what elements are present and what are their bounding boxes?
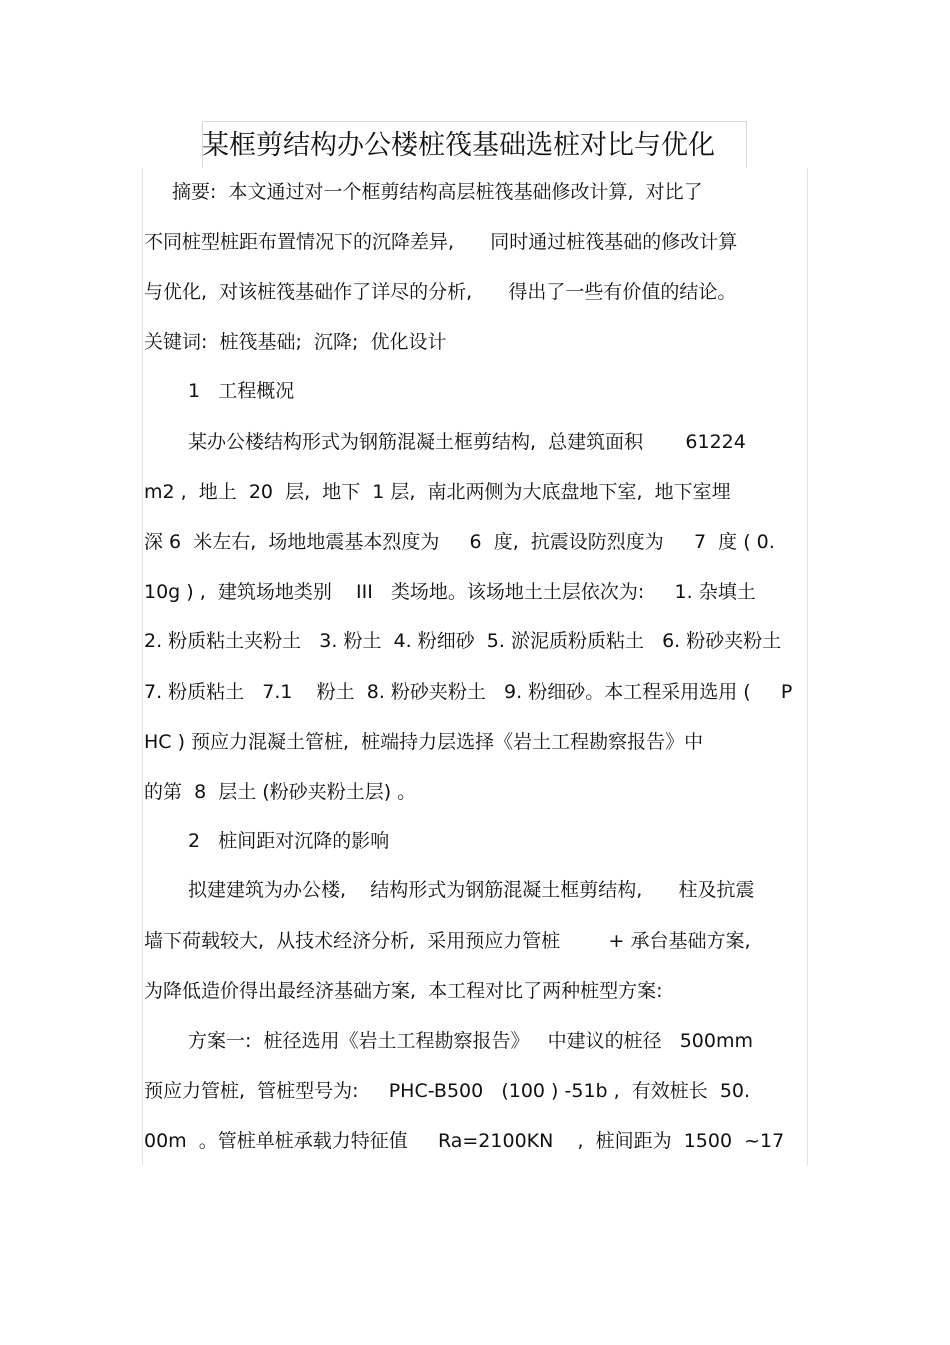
section-heading-2: 2 桩间距对沉降的影响 [188,830,390,852]
abstract-line-3: 与优化, 对该桩筏基础作了详尽的分析, 得出了一些有价值的结论。 [144,281,737,303]
paragraph-line: 7. 粉质粘土 7.1 粉土 8. 粉砂夹粉土 9. 粉细砂。本工程采用选用 ( P [144,681,793,703]
paragraph-line: 深 6 米左右, 场地地震基本烈度为 6 度, 抗震设防烈度为 7 度 ( 0. [144,531,775,553]
paragraph-line: 预应力管桩, 管桩型号为: PHC-B500 (100 ) -51b , 有效桩长 50. [144,1080,751,1102]
paragraph-line: 00m 。管桩单桩承载力特征值 Ra=2100KN , 桩间距为 1500 ~17 [144,1130,785,1152]
paragraph-line: 方案一: 桩径选用《岩土工程勘察报告》 中建议的桩径 500mm [188,1030,754,1052]
paragraph-line: m2 , 地上 20 层, 地下 1 层, 南北两侧为大底盘地下室, 地下室埋 [144,481,731,503]
paragraph-line: 墙下荷载较大, 从技术经济分析, 采用预应力管桩 + 承台基础方案, [144,930,751,952]
paragraph-line: 的第 8 层土 (粉砂夹粉土层) 。 [144,781,417,803]
section-heading-1: 1 工程概况 [188,380,295,402]
abstract-line-1: 摘要: 本文通过对一个框剪结构高层桩筏基础修改计算, 对比了 [172,181,703,203]
document-title: 某框剪结构办公楼桩筏基础选桩对比与优化 [202,130,715,161]
paragraph-line: 2. 粉质粘土夹粉土 3. 粉土 4. 粉细砂 5. 淤泥质粉质粘土 6. 粉砂夹粉土 [144,630,782,652]
paragraph-line: 拟建建筑为办公楼, 结构形式为钢筋混凝土框剪结构, 柱及抗震 [188,879,755,901]
body-frame [142,168,808,1165]
paragraph-line: 为降低造价得出最经济基础方案, 本工程对比了两种桩型方案: [144,980,663,1002]
paragraph-line: HC ) 预应力混凝土管桩, 桩端持力层选择《岩土工程勘察报告》中 [144,731,704,753]
abstract-line-2: 不同桩型桩距布置情况下的沉降差异, 同时通过桩筏基础的修改计算 [144,231,738,253]
paragraph-line: 10g ) , 建筑场地类别 III 类场地。该场地土土层依次为: 1. 杂填土 [144,581,756,603]
keywords-line: 关键词: 桩筏基础; 沉降; 优化设计 [144,331,447,353]
paragraph-line: 某办公楼结构形式为钢筋混凝土框剪结构, 总建筑面积 61224 [188,431,746,453]
